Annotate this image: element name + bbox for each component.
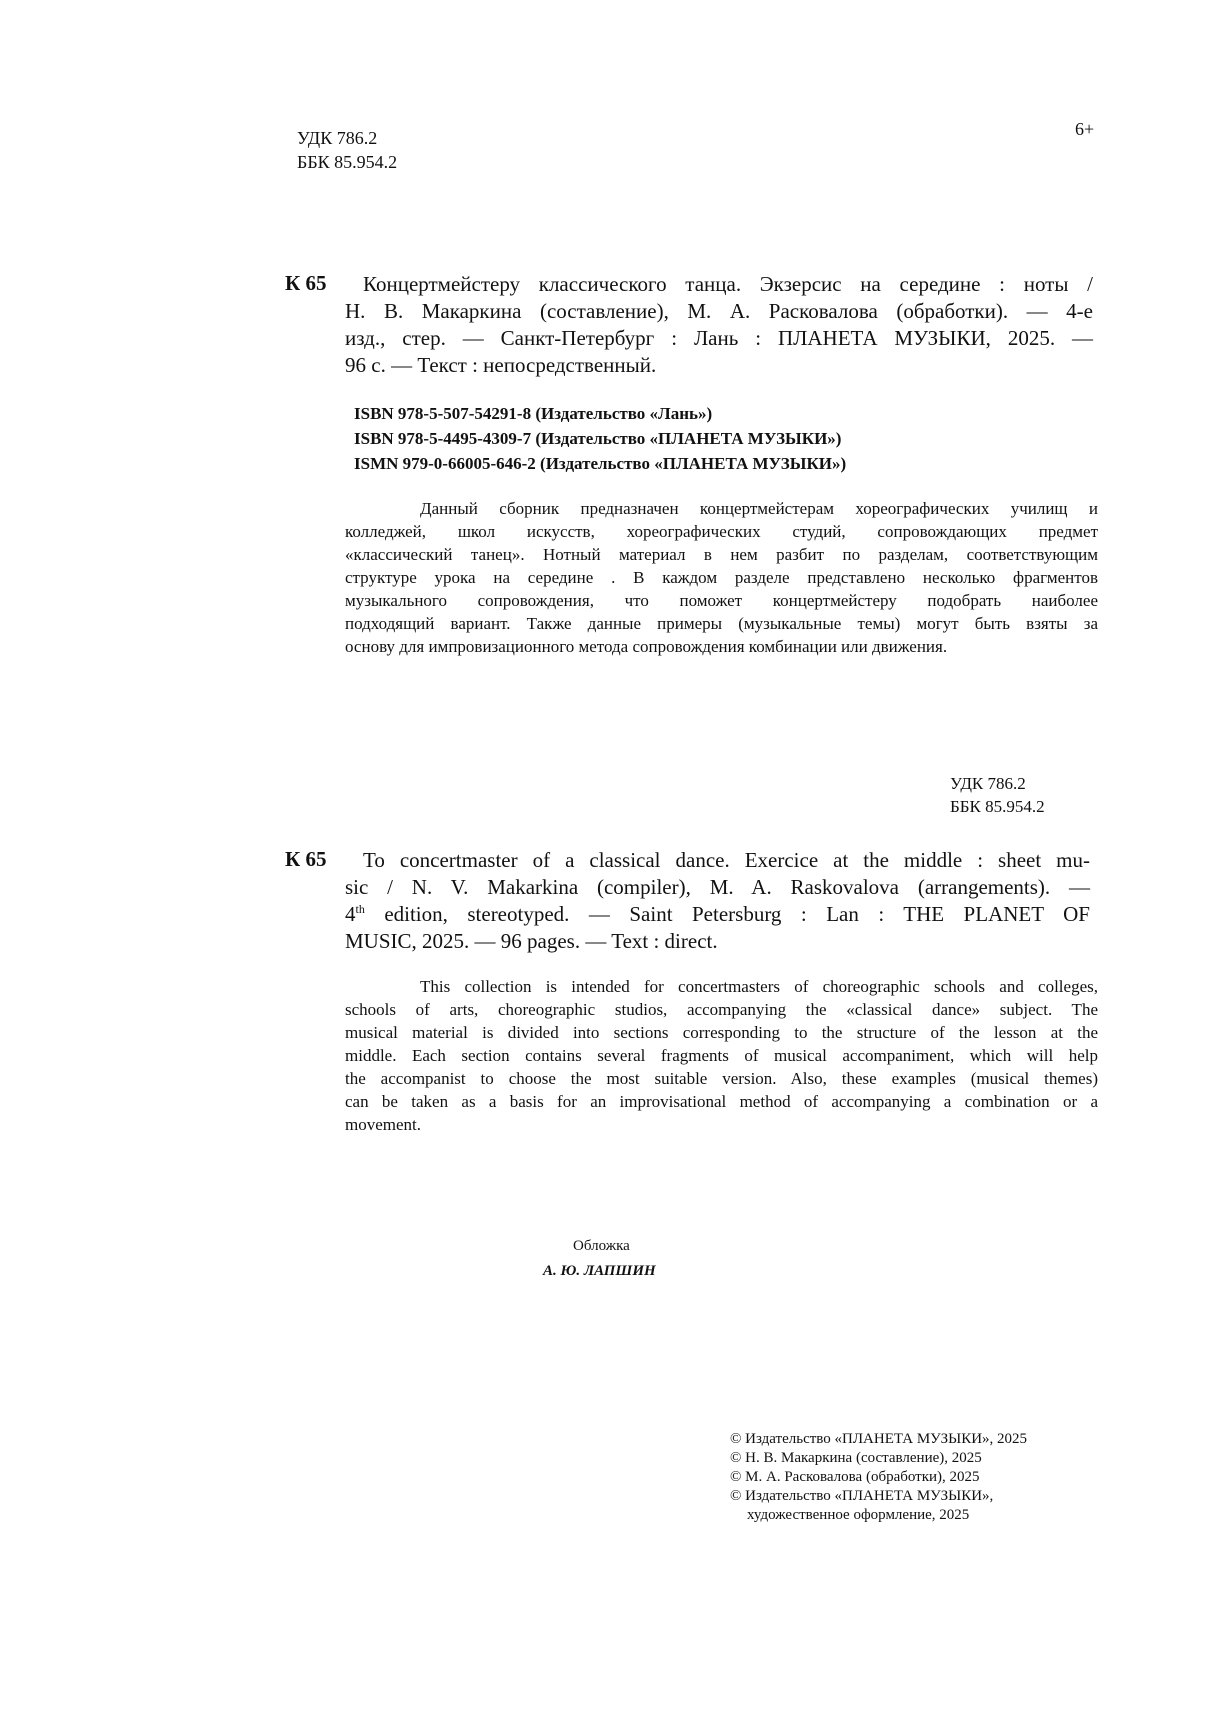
udk-code: УДК 786.2 xyxy=(950,774,1026,793)
cover-artist: А. Ю. ЛАПШИН xyxy=(543,1263,656,1279)
ismn-planeta: ISMN 979-0-66005-646-2 (Издательство «ПЛАНЕТА МУЗЫКИ») xyxy=(354,454,847,473)
annotation-line: Данный сборник предназначен концертмейстерам хореографических училищ и xyxy=(420,499,1098,518)
bib-line: Н. В. Макаркина (составление), М. А. Расковалова (обработки). — 4-е xyxy=(345,299,1093,323)
bib-line: Концертмейстеру классического танца. Экзерсис на середине : ноты / xyxy=(363,272,1093,296)
isbn-planeta: ISBN 978-5-4495-4309-7 (Издательство «ПЛАНЕТА МУЗЫКИ») xyxy=(354,429,842,448)
author-mark-en: К 65 xyxy=(285,847,327,871)
bib-line: To concertmaster of a classical dance. Exercice at the middle : sheet mu- xyxy=(363,848,1090,872)
copyright-line: художественное оформление, 2025 xyxy=(747,1507,970,1523)
annotation-line: подходящий вариант. Также данные примеры (музыкальные темы) могут быть взяты за xyxy=(345,614,1098,633)
bib-line-edition xyxy=(345,901,1090,928)
udk-bbk-block xyxy=(297,126,397,174)
annotation-line: the accompanist to choose the most suitable version. Also, these examples (musical themes) xyxy=(345,1069,1098,1088)
copyright-line: © Н. В. Макаркина (составление), 2025 xyxy=(730,1450,982,1466)
isbn-block xyxy=(354,401,846,476)
annotation-line: musical material is divided into sections corresponding to the structure of the lesson at the xyxy=(345,1023,1098,1042)
edition-number: 4 xyxy=(345,902,356,926)
udk-bbk-block-en xyxy=(950,772,1045,818)
bibliographic-record-en xyxy=(345,847,1090,955)
age-rating-badge: 6+ xyxy=(1075,119,1095,139)
edition-suffix: th xyxy=(355,902,365,916)
copyright-line: © Издательство «ПЛАНЕТА МУЗЫКИ», 2025 xyxy=(730,1431,1028,1447)
annotation-en xyxy=(345,975,1098,1136)
annotation-line: структуре урока на середине . В каждом разделе представлено несколько фрагментов xyxy=(345,568,1098,587)
bib-line: MUSIC, 2025. — 96 pages. — Text : direct. xyxy=(345,929,718,953)
bib-line: sic / N. V. Makarkina (compiler), M. A. Raskovalova (arrangements). — xyxy=(345,875,1090,899)
edition-rest: edition, stereotyped. — Saint Petersburg : Lan : THE PLANET OF xyxy=(364,902,1090,926)
annotation-line: middle. Each section contains several fragments of musical accompaniment, which will help xyxy=(345,1046,1098,1065)
udk-code: УДК 786.2 xyxy=(297,128,378,148)
isbn-lan: ISBN 978-5-507-54291-8 (Издательство «Лань») xyxy=(354,404,713,423)
bib-line: изд., стер. — Санкт-Петербург : Лань : ПЛАНЕТА МУЗЫКИ, 2025. — xyxy=(345,326,1093,350)
annotation-line: основу для импровизационного метода сопровождения комбинации или движения. xyxy=(345,637,948,656)
cover-label: Обложка xyxy=(573,1238,630,1254)
bibliographic-record-ru xyxy=(345,271,1093,379)
annotation-line: This collection is intended for concertmasters of choreographic schools and colleges, xyxy=(420,977,1098,996)
copyright-line: © М. А. Расковалова (обработки), 2025 xyxy=(730,1469,980,1485)
bbk-code: ББК 85.954.2 xyxy=(950,797,1045,816)
author-mark-ru: К 65 xyxy=(285,271,327,295)
annotation-line: can be taken as a basis for an improvisational method of accompanying a combination or a xyxy=(345,1092,1098,1111)
bbk-code: ББК 85.954.2 xyxy=(297,152,398,172)
annotation-line: schools of arts, choreographic studios, accompanying the «classical dance» subject. The xyxy=(345,1000,1098,1019)
annotation-line: «классический танец». Нотный материал в нем разбит по разделам, соответствующим xyxy=(345,545,1098,564)
copyright-block xyxy=(730,1430,1027,1525)
annotation-line: movement. xyxy=(345,1115,422,1134)
bib-line: 96 с. — Текст : непосредственный. xyxy=(345,353,657,377)
annotation-line: колледжей, школ искусств, хореографических студий, сопровождающих предмет xyxy=(345,522,1098,541)
annotation-ru xyxy=(345,497,1098,658)
copyright-line: © Издательство «ПЛАНЕТА МУЗЫКИ», xyxy=(730,1488,994,1504)
annotation-line: музыкального сопровождения, что поможет концертмейстеру подобрать наиболее xyxy=(345,591,1098,610)
